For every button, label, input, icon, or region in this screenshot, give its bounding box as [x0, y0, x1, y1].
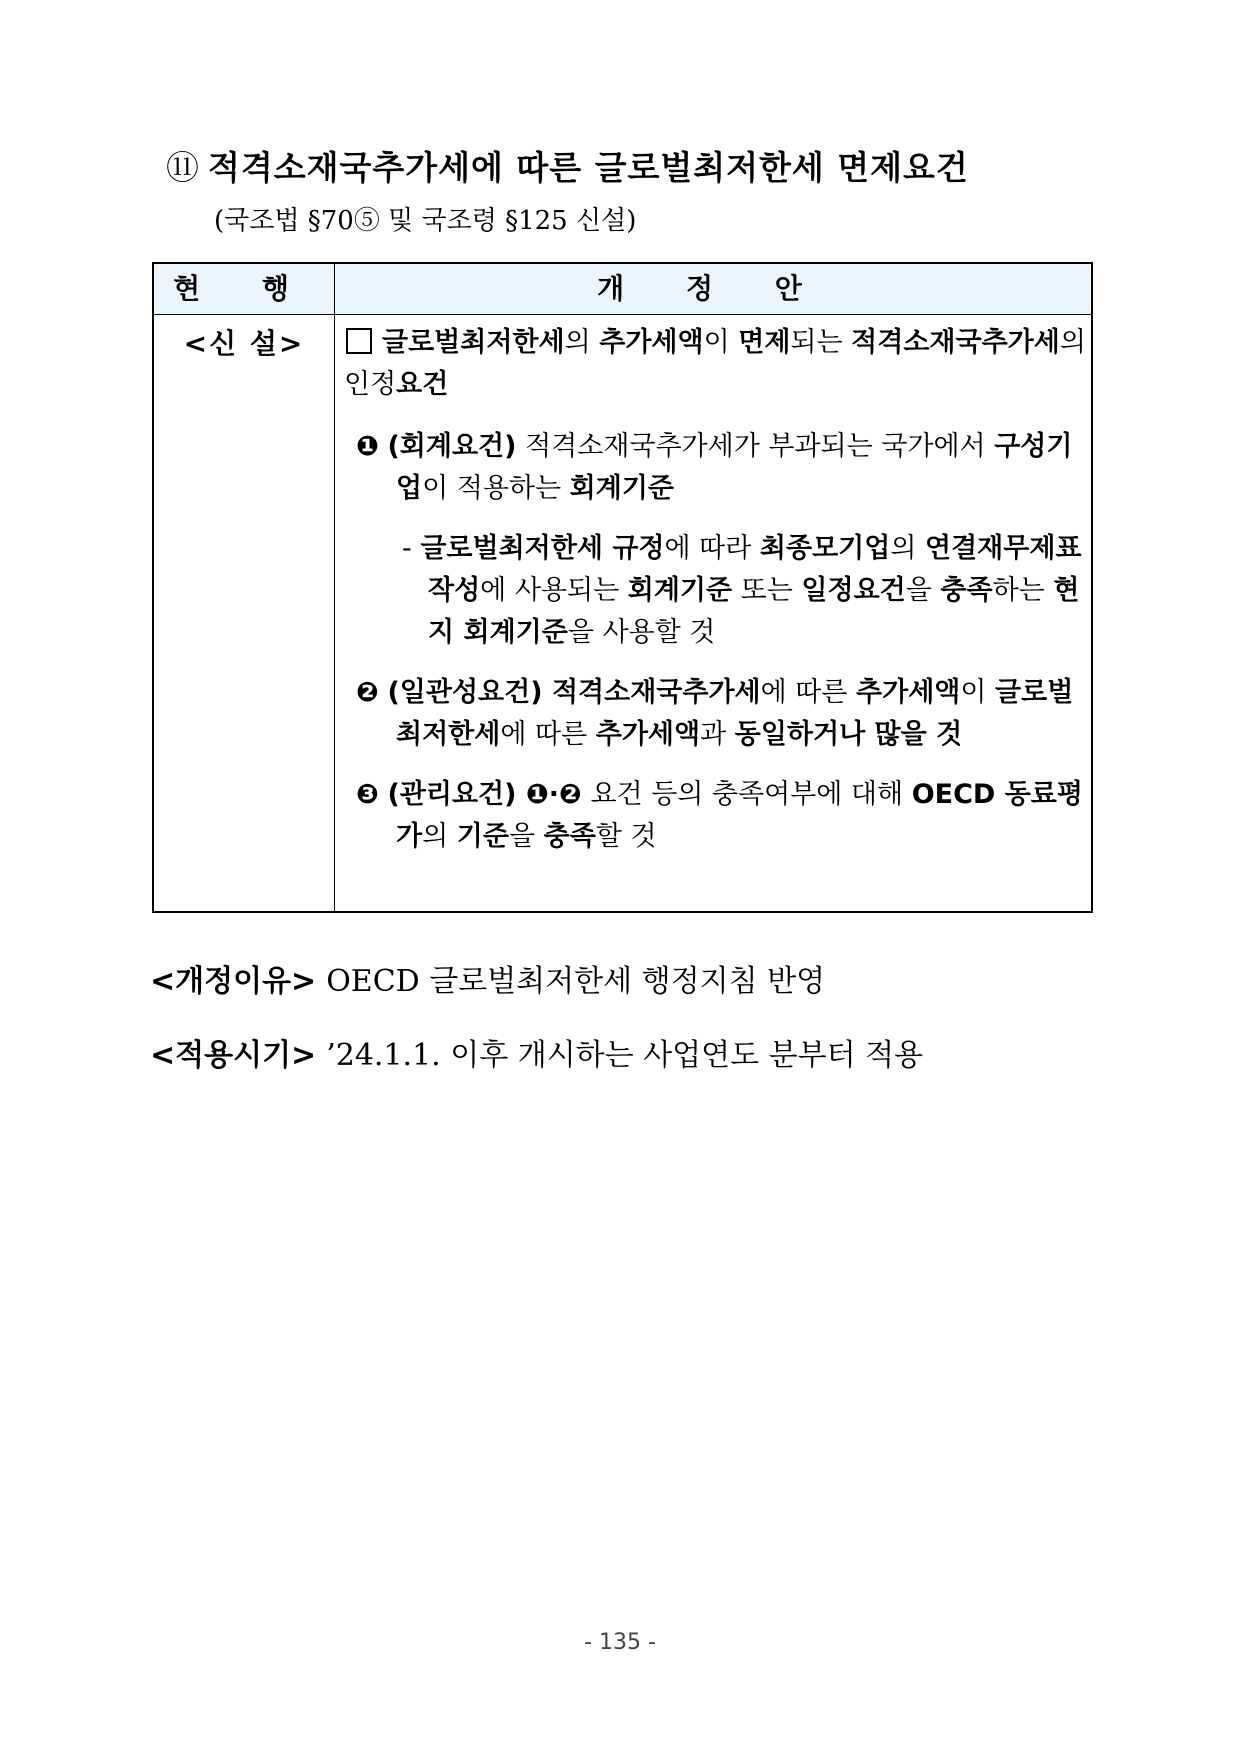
text-run: 을	[905, 575, 941, 606]
reason-text: OECD 글로벌최저한세 행정지침 반영	[326, 964, 826, 999]
text-run: 적격소재국추가세	[851, 327, 1060, 358]
text-run: 일정요건	[801, 575, 906, 606]
text-run: 에 따른	[500, 719, 596, 750]
text-run: 충족	[543, 821, 596, 852]
table-header-row	[154, 264, 1091, 315]
text-run: 을 사용할 것	[567, 617, 716, 648]
text-run: 이	[703, 327, 739, 358]
text-run: 추가세액	[856, 677, 961, 708]
revised-cell	[344, 322, 1086, 876]
text-run: 이	[960, 677, 996, 708]
text-run: 의 인정	[344, 327, 1086, 400]
text-run: 글로벌최저한세	[382, 327, 565, 358]
text-run: 에 따른	[760, 677, 857, 708]
item-marker: ❶	[356, 431, 379, 462]
text-run: 에 따라	[664, 533, 760, 564]
item-accounting-sub	[344, 528, 1086, 654]
text-run: (회계요건)	[387, 431, 517, 462]
text-run: 적격소재국추가세가 부과되는 국가에서	[516, 431, 995, 462]
text-run: 이 적용하는	[422, 473, 570, 504]
checkbox-icon	[346, 328, 372, 354]
page-number: - 135 -	[584, 1630, 656, 1655]
text-run: 글로벌최저한세	[396, 677, 1074, 750]
text-run: 충족	[940, 575, 993, 606]
text-run: 최종모기업	[759, 533, 891, 564]
text-run: 할 것	[595, 821, 657, 852]
timing-text: ’24.1.1. 이후 개시하는 사업연도 분부터 적용	[326, 1038, 924, 1073]
text-run: 을	[508, 821, 544, 852]
text-run: 현지 회계기준	[428, 575, 1080, 648]
text-run: 의	[890, 533, 925, 564]
dash-marker: -	[402, 533, 412, 564]
text-run: 글로벌최저한세 규정	[420, 533, 665, 564]
text-run: 면제	[738, 327, 791, 358]
text-run: 요건	[396, 369, 449, 400]
text-run: 기준	[456, 821, 509, 852]
text-run: (일관성요건) 적격소재국추가세	[387, 677, 761, 708]
text-run: 하는	[992, 575, 1054, 606]
item-marker: ❷	[356, 677, 379, 708]
current-cell: <신 설>	[183, 327, 305, 360]
revision-reason	[150, 956, 825, 1000]
amendment-table	[152, 262, 1093, 913]
text-run: 추가세액	[599, 327, 704, 358]
text-run: (관리요건) ❶·❷	[387, 779, 582, 810]
item-consistency	[344, 672, 1086, 756]
box-item	[344, 322, 1086, 406]
text-run: OECD 동료평가	[396, 779, 1083, 852]
item-marker: ❸	[356, 779, 379, 810]
item-administration	[344, 774, 1086, 858]
header-revised: 개 정 안	[597, 272, 828, 305]
text-run: 또는	[732, 575, 802, 606]
text-run: 추가세액	[595, 719, 701, 750]
text-run: 회계기준	[627, 575, 733, 606]
text-run: 에 사용되는	[480, 575, 628, 606]
text-run: 요건 등의 충족여부에 대해	[581, 779, 912, 810]
section-title: 적격소재국추가세에 따른 글로벌최저한세 면제요건	[208, 148, 969, 187]
text-run: 의	[422, 821, 457, 852]
text-run: 구성기업	[396, 431, 1073, 504]
item-accounting	[344, 426, 1086, 510]
reason-label: <개정이유>	[150, 964, 317, 999]
header-current: 현 행	[173, 272, 315, 305]
text-run: 연결재무제표 작성	[428, 533, 1082, 606]
text-run: 회계기준	[569, 473, 674, 504]
section-number: ⑪	[166, 148, 200, 187]
page-title	[166, 142, 969, 189]
application-timing	[150, 1030, 923, 1074]
text-run: 되는	[790, 327, 852, 358]
text-run: 동일하거나 많을 것	[734, 719, 963, 750]
text-run: 과	[700, 719, 735, 750]
column-divider	[334, 264, 335, 911]
timing-label: <적용시기>	[150, 1038, 317, 1073]
legal-reference: (국조법 §70⑤ 및 국조령 §125 신설)	[214, 206, 637, 236]
text-run: 의	[564, 327, 600, 358]
